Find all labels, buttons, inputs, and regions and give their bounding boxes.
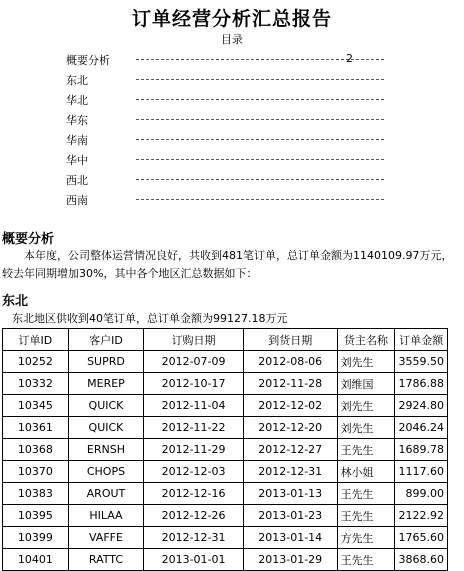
cell-order-id: 10332 bbox=[3, 373, 69, 395]
cell-order-date: 2012-11-04 bbox=[144, 395, 244, 417]
cell-customer-id: ERNSH bbox=[68, 439, 144, 461]
cell-order-amount: 1689.78 bbox=[395, 439, 448, 461]
cell-shipper-name: 林小姐 bbox=[337, 461, 395, 483]
cell-order-date: 2012-11-29 bbox=[144, 439, 244, 461]
column-header-shipper-name: 货主名称 bbox=[337, 329, 395, 351]
summary-heading: 概要分析 bbox=[2, 232, 55, 247]
cell-order-id: 10345 bbox=[3, 395, 69, 417]
toc-entry-summary[interactable] bbox=[66, 52, 366, 66]
summary-paragraph: 本年度，公司整体运营情况良好，共收到481笔订单，总订单金额为1140109.97万元，较去年同期增加30%，其中各个地区汇总数据如下： bbox=[2, 249, 453, 280]
column-header-order-amount: 订单金额 bbox=[395, 329, 448, 351]
cell-order-id: 10370 bbox=[3, 461, 69, 483]
cell-order-date: 2012-07-09 bbox=[144, 351, 244, 373]
cell-order-id: 10361 bbox=[3, 417, 69, 439]
cell-arrival-date: 2012-12-27 bbox=[243, 439, 337, 461]
toc-entry-label: 华北 bbox=[66, 94, 88, 107]
toc-leader-dots bbox=[136, 159, 384, 160]
table-row bbox=[3, 351, 448, 373]
cell-order-amount: 2924.80 bbox=[395, 395, 448, 417]
table-row bbox=[3, 483, 448, 505]
cell-order-amount: 2046.24 bbox=[395, 417, 448, 439]
toc-entry-label: 华东 bbox=[66, 114, 88, 127]
cell-order-id: 10401 bbox=[3, 549, 69, 571]
cell-shipper-name: 刘先生 bbox=[337, 351, 395, 373]
region-heading: 东北 bbox=[2, 294, 29, 309]
cell-customer-id: HILAA bbox=[68, 505, 144, 527]
cell-order-amount: 1765.60 bbox=[395, 527, 448, 549]
toc-leader-dots bbox=[136, 199, 384, 200]
cell-shipper-name: 刘先生 bbox=[337, 417, 395, 439]
region-summary-text: 东北地区供收到40笔订单，总订单金额为99127.18万元 bbox=[12, 312, 288, 325]
table-row bbox=[3, 549, 448, 571]
cell-arrival-date: 2012-12-31 bbox=[243, 461, 337, 483]
toc-heading: 目录 bbox=[221, 33, 243, 46]
table-row bbox=[3, 395, 448, 417]
cell-arrival-date: 2012-12-02 bbox=[243, 395, 337, 417]
cell-arrival-date: 2013-01-14 bbox=[243, 527, 337, 549]
cell-arrival-date: 2013-01-13 bbox=[243, 483, 337, 505]
cell-order-amount: 1117.60 bbox=[395, 461, 448, 483]
cell-order-amount: 3559.50 bbox=[395, 351, 448, 373]
cell-order-amount: 2122.92 bbox=[395, 505, 448, 527]
toc-leader-dots bbox=[136, 79, 384, 80]
cell-order-id: 10383 bbox=[3, 483, 69, 505]
cell-customer-id: QUICK bbox=[68, 395, 144, 417]
cell-customer-id: RATTC bbox=[68, 549, 144, 571]
cell-customer-id: SUPRD bbox=[68, 351, 144, 373]
cell-order-date: 2012-12-03 bbox=[144, 461, 244, 483]
cell-shipper-name: 刘维国 bbox=[337, 373, 395, 395]
column-header-customer-id: 客户ID bbox=[68, 329, 144, 351]
toc-entry-dongbei[interactable] bbox=[66, 72, 366, 86]
cell-shipper-name: 王先生 bbox=[337, 505, 395, 527]
cell-customer-id: AROUT bbox=[68, 483, 144, 505]
toc-entry-xinan[interactable] bbox=[66, 192, 366, 206]
cell-order-amount: 899.00 bbox=[395, 483, 448, 505]
cell-arrival-date: 2012-12-20 bbox=[243, 417, 337, 439]
column-header-order-id: 订单ID bbox=[3, 329, 69, 351]
cell-arrival-date: 2013-01-23 bbox=[243, 505, 337, 527]
table-row bbox=[3, 461, 448, 483]
table-row bbox=[3, 505, 448, 527]
toc-entry-label: 华南 bbox=[66, 134, 88, 147]
toc-leader-dots bbox=[136, 119, 384, 120]
cell-arrival-date: 2012-08-06 bbox=[243, 351, 337, 373]
table-header-row bbox=[3, 329, 448, 351]
cell-order-date: 2012-12-16 bbox=[144, 483, 244, 505]
cell-order-date: 2012-12-26 bbox=[144, 505, 244, 527]
cell-order-id: 10252 bbox=[3, 351, 69, 373]
cell-order-amount: 3868.60 bbox=[395, 549, 448, 571]
toc-entry-label: 西北 bbox=[66, 174, 88, 187]
cell-shipper-name: 刘先生 bbox=[337, 395, 395, 417]
orders-table bbox=[2, 328, 448, 571]
toc-entry-huabei[interactable] bbox=[66, 92, 366, 106]
toc-leader-dots bbox=[136, 139, 384, 140]
table-row bbox=[3, 527, 448, 549]
column-header-order-date: 订购日期 bbox=[144, 329, 244, 351]
cell-shipper-name: 方先生 bbox=[337, 527, 395, 549]
toc-entry-label: 西南 bbox=[66, 194, 88, 207]
toc-leader-dots bbox=[136, 99, 384, 100]
cell-order-id: 10368 bbox=[3, 439, 69, 461]
column-header-arrival-date: 到货日期 bbox=[243, 329, 337, 351]
cell-shipper-name: 王先生 bbox=[337, 439, 395, 461]
toc-entry-page: 2 bbox=[346, 52, 353, 65]
cell-order-id: 10395 bbox=[3, 505, 69, 527]
toc-entry-label: 华中 bbox=[66, 154, 88, 167]
toc-leader-dots bbox=[136, 179, 384, 180]
cell-customer-id: VAFFE bbox=[68, 527, 144, 549]
table-row bbox=[3, 439, 448, 461]
toc-entry-huazhong[interactable] bbox=[66, 152, 366, 166]
toc-entry-xibei[interactable] bbox=[66, 172, 366, 186]
cell-order-id: 10399 bbox=[3, 527, 69, 549]
cell-arrival-date: 2013-01-29 bbox=[243, 549, 337, 571]
cell-customer-id: MEREP bbox=[68, 373, 144, 395]
cell-customer-id: QUICK bbox=[68, 417, 144, 439]
cell-shipper-name: 王先生 bbox=[337, 549, 395, 571]
cell-order-date: 2012-11-22 bbox=[144, 417, 244, 439]
report-title: 订单经营分析汇总报告 bbox=[131, 8, 332, 30]
table-row bbox=[3, 373, 448, 395]
cell-customer-id: CHOPS bbox=[68, 461, 144, 483]
toc-entry-huadong[interactable] bbox=[66, 112, 366, 126]
table-row bbox=[3, 417, 448, 439]
cell-order-date: 2012-10-17 bbox=[144, 373, 244, 395]
cell-order-amount: 1786.88 bbox=[395, 373, 448, 395]
toc-entry-label: 东北 bbox=[66, 74, 88, 87]
cell-arrival-date: 2012-11-28 bbox=[243, 373, 337, 395]
cell-shipper-name: 王先生 bbox=[337, 483, 395, 505]
cell-order-date: 2012-12-31 bbox=[144, 527, 244, 549]
toc-entry-huanan[interactable] bbox=[66, 132, 366, 146]
cell-order-date: 2013-01-01 bbox=[144, 549, 244, 571]
toc-entry-label: 概要分析 bbox=[66, 54, 110, 67]
